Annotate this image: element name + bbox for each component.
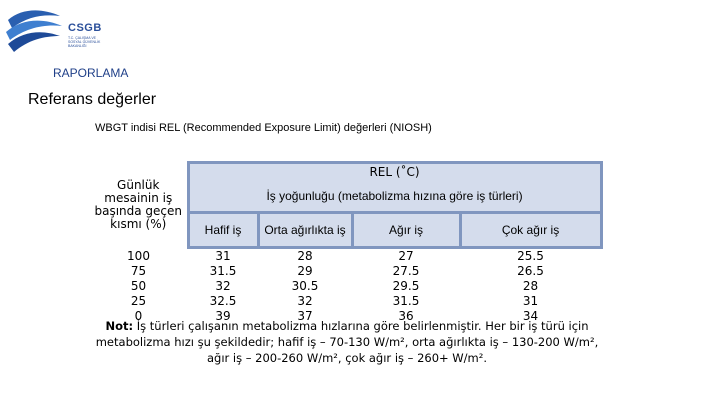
workload-header-label: İş yoğunluğu (metabolizma hızına göre iş türleri) <box>266 188 523 203</box>
table-note <box>88 318 606 366</box>
column-header <box>258 213 352 248</box>
table-row <box>89 264 601 279</box>
value-cell: 31.5 <box>392 294 420 308</box>
table-row <box>89 294 601 309</box>
rel-table <box>88 161 603 324</box>
note-label: Not: <box>105 319 134 333</box>
table-row <box>89 248 601 265</box>
value-cell: 30.5 <box>291 279 319 293</box>
table-caption: WBGT indisi REL (Recommended Exposure Limit) değerleri (NIOSH) <box>95 122 432 134</box>
table-row <box>89 279 601 294</box>
value-cell: 31 <box>522 294 539 308</box>
column-header <box>188 213 258 248</box>
rel-header-label: REL (˚C) <box>369 165 420 179</box>
value-cell: 31.5 <box>209 264 237 278</box>
value-cell: 28 <box>522 279 539 293</box>
value-cell: 32.5 <box>209 294 237 308</box>
logo-sub-line: BAKANLIĞI <box>68 44 87 48</box>
value-cell: 28 <box>297 249 313 263</box>
pct-cell: 25 <box>130 294 147 308</box>
column-header-label: Çok ağır iş <box>501 222 560 237</box>
column-header-label: Hafif iş <box>204 222 242 237</box>
value-cell: 32 <box>215 279 231 293</box>
value-cell: 29 <box>297 264 313 278</box>
pct-cell: 0 <box>134 309 143 323</box>
value-cell: 39 <box>215 309 231 323</box>
logo-brand-text: CSGB <box>68 22 102 34</box>
logo-sub-line: T.C. ÇALIŞMA VE <box>68 36 97 40</box>
logo-waves-icon <box>2 2 66 60</box>
logo-sub-line: SOSYAL GÜVENLİK <box>68 40 101 44</box>
page-title: Referans değerler <box>28 91 157 108</box>
pct-cell: 100 <box>127 248 150 263</box>
section-label: RAPORLAMA <box>53 66 129 80</box>
column-header <box>352 213 460 248</box>
value-cell: 26.5 <box>517 264 544 278</box>
row-header-label: Günlük mesainin iş başında geçen kısmı (%) <box>94 178 183 231</box>
note-text: İş türleri çalışanın metabolizma hızlarına göre belirlenmiştir. Her bir iş türü için metabolizma hızı şu şekildedir; hafif iş – 70-130 W/m², orta ağırlıkta iş – 130-200 W/m², ağır iş – 200-260 W/m², çok ağır iş – 260+ W/m². <box>95 319 599 365</box>
column-header-label: Orta ağırlıkta iş <box>264 222 346 237</box>
value-cell: 25.5 <box>517 249 544 263</box>
value-cell: 29.5 <box>392 279 420 293</box>
row-header-cell <box>89 163 188 248</box>
pct-cell: 75 <box>130 264 147 278</box>
value-cell: 27 <box>398 249 414 263</box>
value-cell: 27.5 <box>392 264 420 278</box>
value-cell: 36 <box>398 309 414 323</box>
column-header-label: Ağır iş <box>388 222 423 237</box>
ministry-logo <box>2 2 132 60</box>
rel-header-cell <box>188 163 601 182</box>
value-cell: 32 <box>297 294 313 308</box>
value-cell: 34 <box>522 309 539 323</box>
value-cell: 31 <box>215 249 231 263</box>
workload-header-cell <box>188 181 601 213</box>
column-header <box>460 213 601 248</box>
pct-cell: 50 <box>130 279 147 293</box>
value-cell: 37 <box>297 309 313 323</box>
